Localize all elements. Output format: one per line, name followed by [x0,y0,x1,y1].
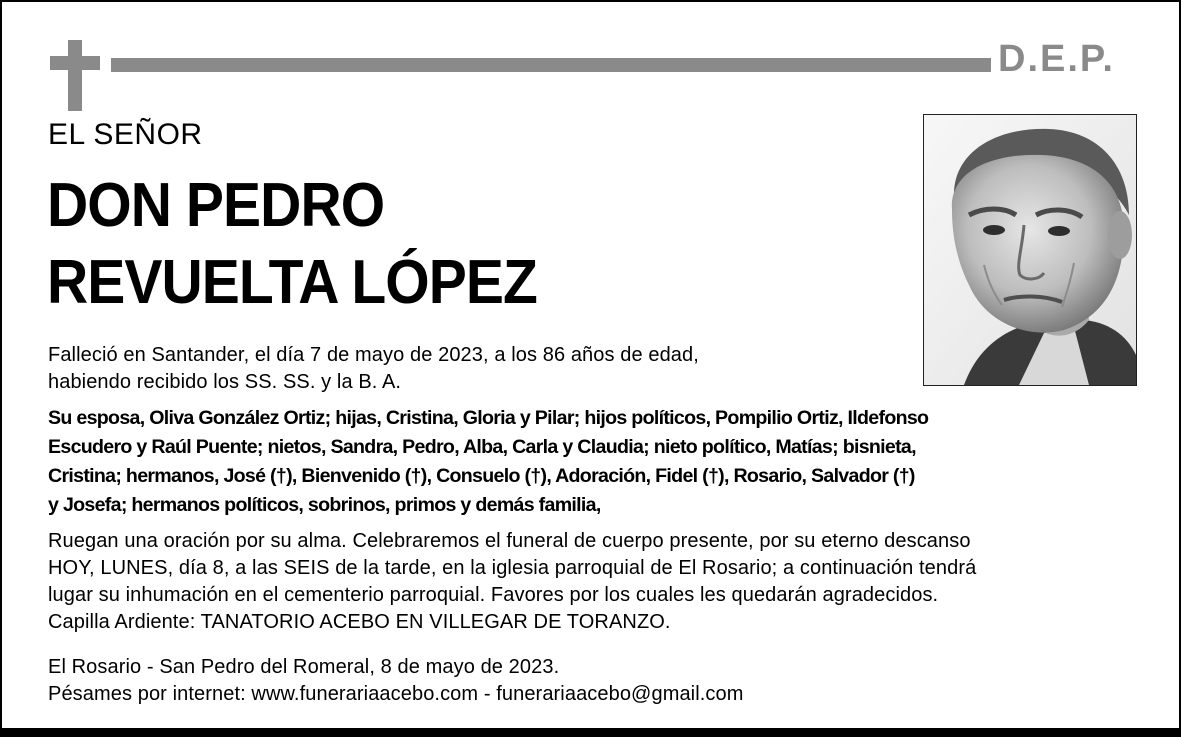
family-line: Cristina; hermanos, José (†), Bienvenido (†), Consuelo (†), Adoración, Fidel (†), Rosario, Salvador (†) [48,465,915,487]
death-notice [48,342,699,396]
funeral-line: lugar su inhumación en el cementerio parroquial. Favores por los cuales les quedarán agradecidos. [48,584,939,606]
family-line: Escudero y Raúl Puente; nietos, Sandra, Pedro, Alba, Carla y Claudia; nieto político, Matías; bisnieta, [48,436,916,458]
death-notice-line: habiendo recibido los SS. SS. y la B. A. [48,371,402,393]
family-line: Su esposa, Oliva González Ortiz; hijas, Cristina, Gloria y Pilar; hijos políticos, Pompilio Ortiz, Ildefonso [48,407,929,429]
condolences-contact: Pésames por internet: www.funerariaacebo.com - funerariaacebo@gmail.com [48,683,744,705]
place-date: El Rosario - San Pedro del Romeral, 8 de mayo de 2023. [48,656,560,678]
funeral-line: Capilla Ardiente: TANATORIO ACEBO EN VILLEGAR DE TORANZO. [48,611,671,633]
honorific: EL SEÑOR [48,118,203,151]
header-rule [111,58,991,72]
funeral-line: HOY, LUNES, día 8, a las SEIS de la tarde, en la iglesia parroquial de El Rosario; a continuación tendrá [48,557,977,579]
family-line: y Josefa; hermanos políticos, sobrinos, primos y demás familia, [48,494,601,516]
family-list [48,404,928,520]
funeral-line: Ruegan una oración por su alma. Celebraremos el funeral de cuerpo presente, por su eterno descanso [48,530,971,552]
portrait-photo [923,114,1137,386]
deceased-name-line1: DON PEDRO [47,171,385,240]
footer [48,654,744,708]
death-notice-line: Falleció en Santander, el día 7 de mayo de 2023, a los 86 años de edad, [48,344,699,366]
funeral-details [48,528,976,636]
dep-label: D.E.P. [998,38,1115,80]
deceased-name-line2: REVUELTA LÓPEZ [47,248,537,317]
